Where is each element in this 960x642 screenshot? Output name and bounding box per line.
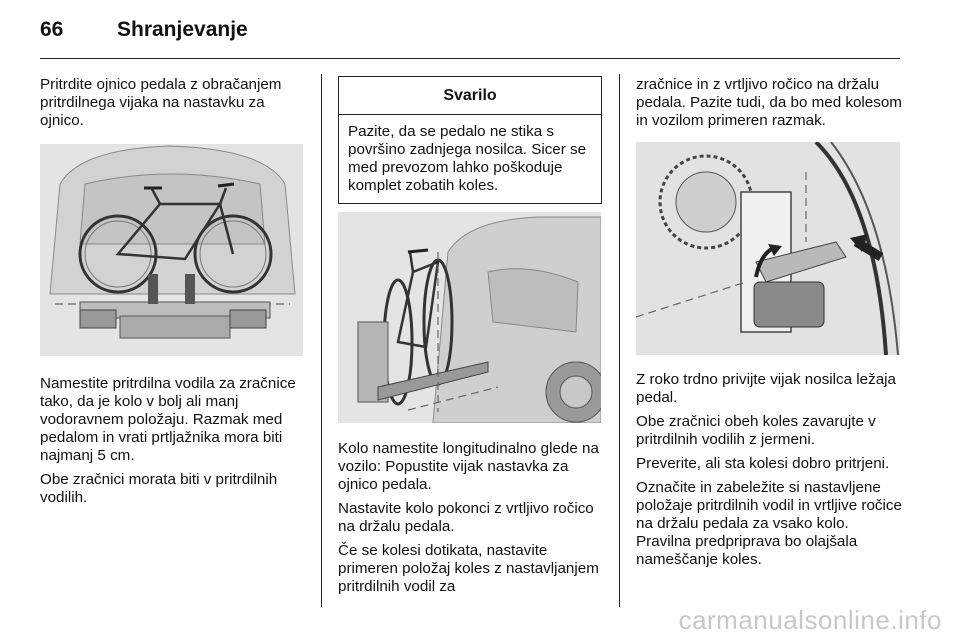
col3-paragraph-2: Obe zračnici obeh koles zavarujte v pritrdilnih vodilih z jermeni. bbox=[636, 413, 876, 448]
col3-paragraph-1: Z roko trdno privijte vijak nosilca ležaja pedal. bbox=[636, 371, 896, 406]
col2-paragraph-3: Če se kolesi dotikata, nastavite primeren položaj koles z nastavljanjem pritrdilnih vodil za bbox=[338, 542, 599, 595]
bike-rack-side-illustration bbox=[338, 212, 601, 423]
col3-paragraph-4: Označite in zabeležite si nastavljene položaje pritrdilnih vodil in vrtljive ročice na držalu pedala za vsako kolo. Pravilna predpriprava bo olajšala nameščanje koles. bbox=[636, 479, 902, 568]
col3-paragraph-3: Preverite, ali sta kolesi dobro pritrjeni. bbox=[636, 455, 890, 472]
pedal-holder-illustration bbox=[636, 142, 900, 355]
bike-rack-rear-illustration bbox=[40, 144, 303, 356]
warning-title: Svarilo bbox=[339, 77, 601, 115]
col2-paragraph-2: Nastavite kolo pokonci z vrtljivo ročico na držalu pedala. bbox=[338, 500, 594, 535]
watermark: carmanualsonline.info bbox=[678, 605, 942, 635]
column-divider-2 bbox=[619, 74, 620, 607]
warning-box bbox=[338, 76, 602, 204]
header-divider bbox=[40, 58, 900, 59]
col2-paragraph-1: Kolo namestite longitudinalno glede na vozilo: Popustite vijak nastavka za ojnico pedala. bbox=[338, 440, 599, 493]
column-3 bbox=[636, 76, 904, 575]
col1-paragraph-3: Obe zračnici morata biti v pritrdilnih vodilih. bbox=[40, 471, 278, 506]
col3-paragraph-continued: zračnice in z vrtljivo ročico na držalu pedala. Pazite tudi, da bo med kolesom in vozilom primeren razmak. bbox=[636, 76, 902, 129]
column-divider-1 bbox=[321, 74, 322, 607]
column-2 bbox=[338, 76, 603, 602]
page-title: Shranjevanje bbox=[117, 18, 248, 41]
col1-paragraph-2: Namestite pritrdilna vodila za zračnice tako, da je kolo v bolj ali manj vodoravnem položaju. Razmak med pedalom in vrati prtljažnika mora biti najmanj 5 cm. bbox=[40, 375, 296, 464]
page-number: 66 bbox=[40, 18, 64, 41]
warning-text: Pazite, da se pedalo ne stika s površino zadnjega nosilca. Sicer se med prevozom lahko poškoduje komplet zobatih koles. bbox=[348, 123, 587, 194]
col1-paragraph-1: Pritrdite ojnico pedala z obračanjem pritrdilnega vijaka na nastavku za ojnico. bbox=[40, 76, 282, 129]
column-1 bbox=[40, 76, 306, 513]
